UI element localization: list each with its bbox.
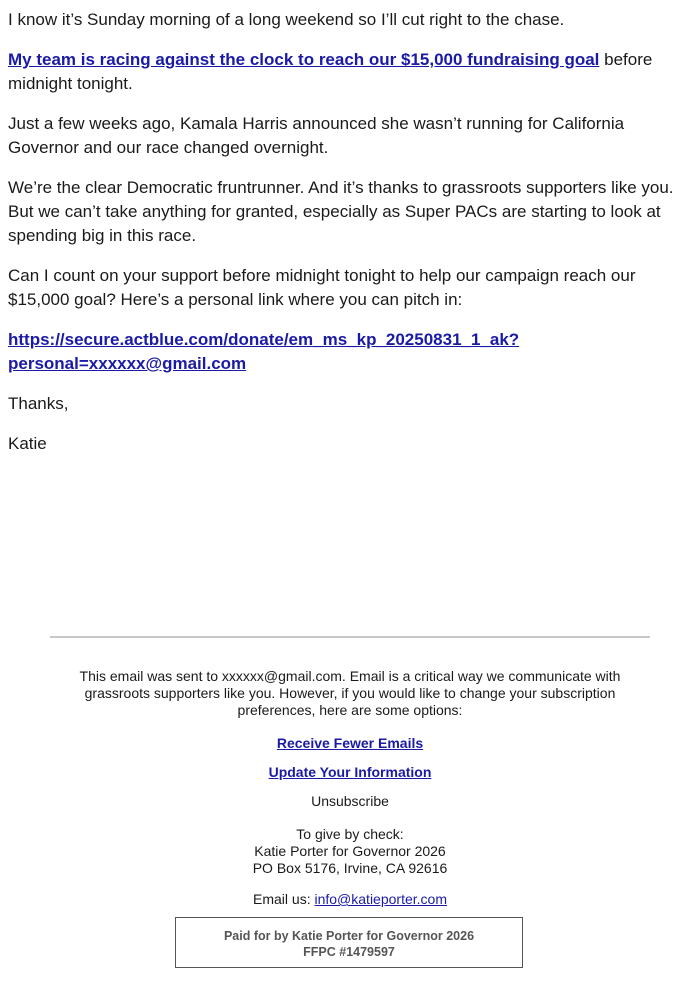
footer-notice: This email was sent to xxxxxx@gmail.com. Email is a critical way we communicate with grassroots supporters like you. However, if you would like to change your subscription preferences, here are some options: <box>79 668 621 718</box>
receive-fewer-emails-link[interactable]: Receive Fewer Emails <box>276 735 424 751</box>
goal-link[interactable]: My team is racing against the clock to reach our $15,000 fundraising goal <box>8 50 600 69</box>
email-footer <box>50 668 650 908</box>
check-heading: To give by check: <box>296 826 404 842</box>
paid-for-disclaimer <box>175 917 523 968</box>
goal-paragraph <box>8 48 678 96</box>
update-information-link[interactable]: Update Your Information <box>268 764 432 780</box>
donate-link-line-1: https://secure.actblue.com/donate/em_ms_kp_20250831_1_ak? <box>8 330 520 349</box>
frontrunner-paragraph: We’re the clear Democratic fruntrunner. And it’s thanks to grassroots supporters like you. But we can’t take anything for granted, especially as Super PACs are starting to look at spending big in this race. <box>8 178 674 245</box>
email-body <box>8 8 678 472</box>
signature: Katie <box>8 434 47 453</box>
email-us-label: Email us: <box>253 891 315 907</box>
unsubscribe-link[interactable]: Unsubscribe <box>311 793 389 809</box>
check-name: Katie Porter for Governor 2026 <box>254 843 446 859</box>
ask-paragraph: Can I count on your support before midnight tonight to help our campaign reach our $15,000 goal? Here’s a personal link where you can pitch in: <box>8 266 636 309</box>
donate-link[interactable] <box>8 328 678 376</box>
email-us-row <box>50 891 650 908</box>
ffpc-text: FFPC #1479597 <box>303 945 395 959</box>
donate-link-line-2: personal=xxxxxx@gmail.com <box>8 354 247 373</box>
intro-paragraph: I know it’s Sunday morning of a long weekend so I’ll cut right to the chase. <box>8 10 565 29</box>
paid-for-text: Paid for by Katie Porter for Governor 2026 <box>223 929 475 943</box>
goal-rest-text: before midnight tonight. <box>8 50 653 93</box>
thanks-text: Thanks, <box>8 394 69 413</box>
check-address: PO Box 5176, Irvine, CA 92616 <box>252 860 448 876</box>
email-us-link[interactable]: info@katieporter.com <box>314 891 447 907</box>
donate-link-paragraph <box>8 328 678 376</box>
update-info-row <box>50 764 650 781</box>
footer-divider <box>50 636 650 638</box>
harris-paragraph: Just a few weeks ago, Kamala Harris announced she wasn’t running for California Governor and our race changed overnight. <box>8 114 625 157</box>
fewer-emails-row <box>50 735 650 752</box>
